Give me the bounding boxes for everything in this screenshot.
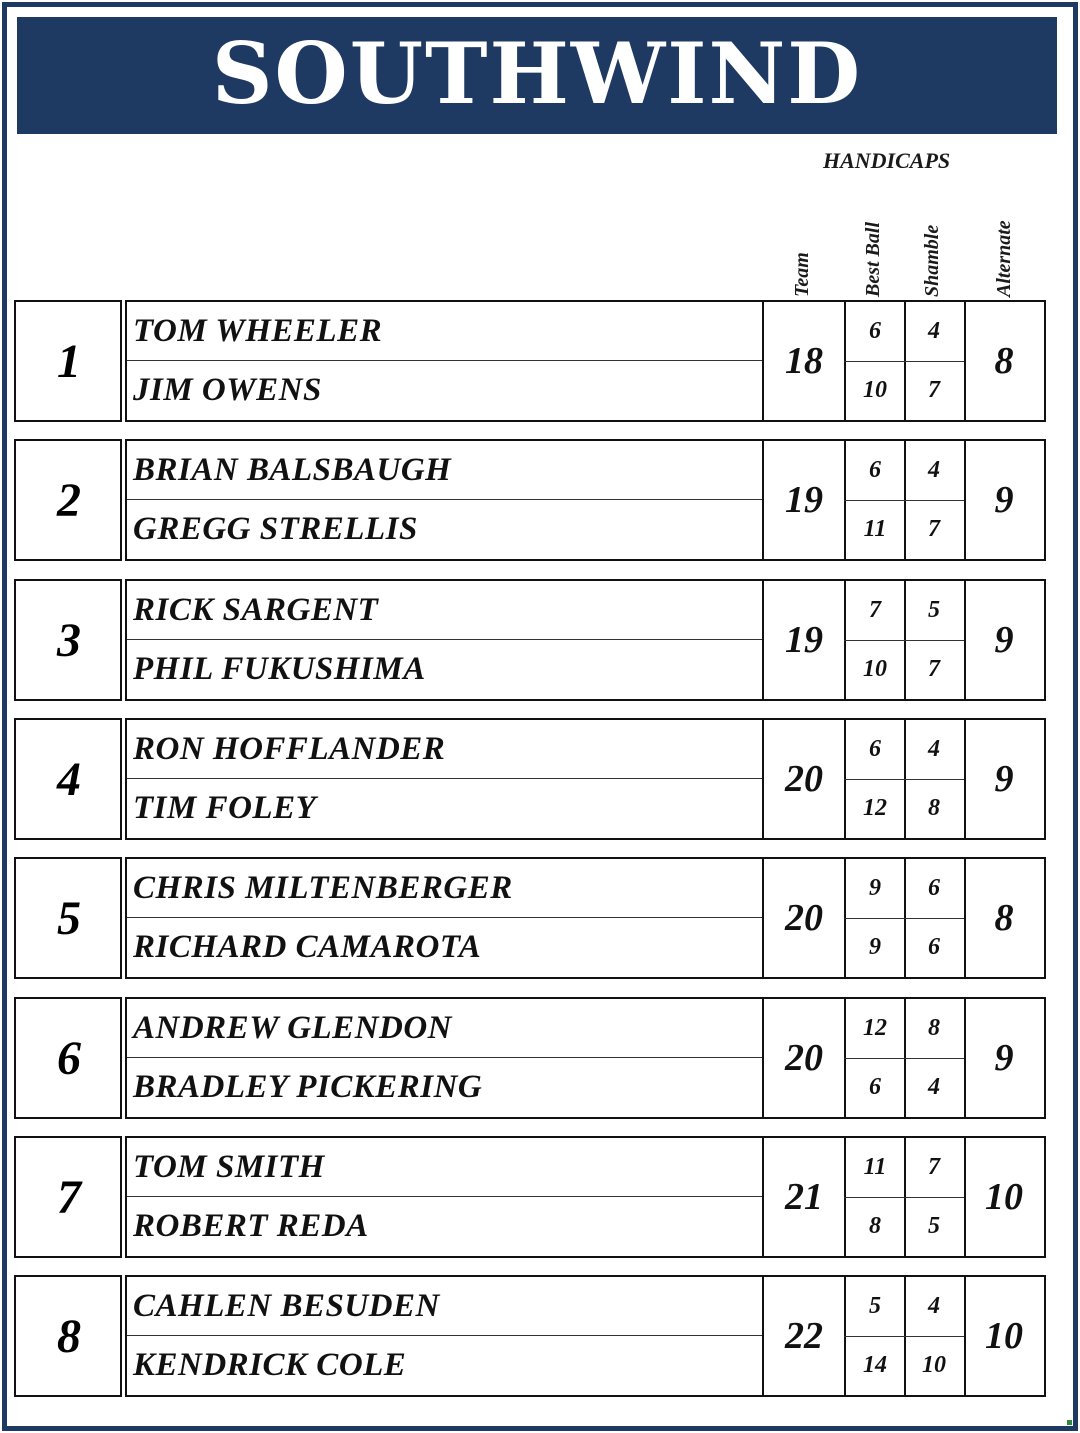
shamble-handicap: 8 — [928, 1015, 940, 1041]
alternate-handicap: 9 — [994, 479, 1014, 521]
best-ball-handicap: 7 — [869, 597, 881, 623]
shamble-handicap: 4 — [928, 736, 940, 762]
row-divider — [844, 918, 964, 919]
shamble-handicap: 4 — [928, 1293, 940, 1319]
team-grid — [125, 997, 1046, 1119]
team-number-box — [14, 718, 122, 840]
best-ball-handicap: 10 — [863, 377, 887, 403]
team-grid — [125, 1136, 1046, 1258]
corner-marker — [1067, 1420, 1072, 1425]
player-name: RICHARD CAMAROTA — [133, 929, 482, 965]
column-header-alternate-label: Alternate — [993, 220, 1015, 297]
shamble-handicap: 4 — [928, 1074, 940, 1100]
alternate-handicap: 9 — [994, 1037, 1014, 1079]
best-ball-handicap: 9 — [869, 934, 881, 960]
row-divider — [844, 361, 964, 362]
team-number: 7 — [57, 1170, 81, 1224]
shamble-handicap: 6 — [928, 875, 940, 901]
player-name: ROBERT REDA — [133, 1208, 369, 1244]
team-grid — [125, 718, 1046, 840]
team-handicap: 22 — [785, 1315, 823, 1357]
column-header-team-label: Team — [791, 252, 813, 297]
player-name: BRADLEY PICKERING — [133, 1069, 483, 1105]
team-number: 3 — [57, 613, 81, 667]
row-divider — [844, 500, 964, 501]
row-divider — [844, 1058, 964, 1059]
team-block — [14, 1136, 1046, 1258]
team-number: 8 — [57, 1309, 81, 1363]
team-number-box — [14, 300, 122, 422]
team-grid — [125, 300, 1046, 422]
best-ball-handicap: 6 — [869, 1074, 881, 1100]
player-name: KENDRICK COLE — [133, 1347, 407, 1383]
player-name: TOM WHEELER — [127, 302, 762, 361]
column-header-shamble-label: Shamble — [921, 224, 943, 297]
row-divider — [844, 640, 964, 641]
best-ball-handicap: 11 — [863, 516, 887, 542]
column-header-best-ball-label: Best Ball — [862, 221, 884, 297]
shamble-handicap: 4 — [928, 318, 940, 344]
team-block — [14, 997, 1046, 1119]
best-ball-handicap: 6 — [869, 736, 881, 762]
player-name: CHRIS MILTENBERGER — [127, 859, 762, 918]
player-name: ANDREW GLENDON — [127, 999, 762, 1058]
team-block — [14, 579, 1046, 701]
shamble-handicap: 7 — [928, 656, 940, 682]
best-ball-handicap: 6 — [869, 457, 881, 483]
row-divider — [844, 1197, 964, 1198]
shamble-handicap: 4 — [928, 457, 940, 483]
shamble-handicap: 7 — [928, 377, 940, 403]
team-handicap: 18 — [785, 340, 823, 382]
team-block — [14, 718, 1046, 840]
best-ball-handicap: 8 — [869, 1213, 881, 1239]
column-header-shamble — [902, 187, 962, 297]
alternate-handicap: 8 — [994, 897, 1014, 939]
best-ball-handicap: 14 — [863, 1352, 887, 1378]
handicaps-label: HANDICAPS — [823, 148, 951, 173]
title-banner — [17, 17, 1057, 134]
shamble-handicap: 5 — [928, 1213, 940, 1239]
shamble-handicap: 8 — [928, 795, 940, 821]
team-handicap: 20 — [785, 758, 823, 800]
page-title: SOUTHWIND — [211, 23, 863, 123]
team-handicap: 21 — [785, 1176, 823, 1218]
best-ball-handicap: 6 — [869, 318, 881, 344]
column-header-team — [772, 187, 832, 297]
team-number-box — [14, 1275, 122, 1397]
team-handicap: 20 — [785, 897, 823, 939]
shamble-handicap: 5 — [928, 597, 940, 623]
team-number-box — [14, 997, 122, 1119]
shamble-handicap: 10 — [922, 1352, 946, 1378]
player-name: TIM FOLEY — [133, 790, 317, 826]
player-name: JIM OWENS — [133, 372, 322, 408]
alternate-handicap: 10 — [985, 1176, 1023, 1218]
player-name: RON HOFFLANDER — [127, 720, 762, 779]
shamble-handicap: 7 — [928, 516, 940, 542]
shamble-handicap: 7 — [928, 1154, 940, 1180]
team-number: 6 — [57, 1031, 81, 1085]
column-header-alternate — [974, 187, 1034, 297]
team-grid — [125, 1275, 1046, 1397]
team-number: 2 — [57, 473, 81, 527]
team-grid — [125, 439, 1046, 561]
alternate-handicap: 9 — [994, 619, 1014, 661]
team-number: 5 — [57, 891, 81, 945]
team-grid — [125, 579, 1046, 701]
team-block — [14, 857, 1046, 979]
team-number-box — [14, 1136, 122, 1258]
team-handicap: 19 — [785, 619, 823, 661]
best-ball-handicap: 12 — [863, 795, 887, 821]
player-name: CAHLEN BESUDEN — [127, 1277, 762, 1336]
team-number-box — [14, 579, 122, 701]
alternate-handicap: 9 — [994, 758, 1014, 800]
player-name: TOM SMITH — [127, 1138, 762, 1197]
team-block — [14, 1275, 1046, 1397]
player-name: RICK SARGENT — [127, 581, 762, 640]
player-name: GREGG STRELLIS — [133, 511, 418, 547]
best-ball-handicap: 5 — [869, 1293, 881, 1319]
row-divider — [844, 1336, 964, 1337]
team-grid — [125, 857, 1046, 979]
team-number: 4 — [57, 752, 81, 806]
row-divider — [844, 779, 964, 780]
column-header-best-ball — [843, 187, 903, 297]
team-handicap: 20 — [785, 1037, 823, 1079]
best-ball-handicap: 9 — [869, 875, 881, 901]
team-handicap: 19 — [785, 479, 823, 521]
player-name: BRIAN BALSBAUGH — [127, 441, 762, 500]
best-ball-handicap: 12 — [863, 1015, 887, 1041]
best-ball-handicap: 11 — [863, 1154, 887, 1180]
team-number: 1 — [57, 334, 81, 388]
team-block — [14, 439, 1046, 561]
team-block — [14, 300, 1046, 422]
best-ball-handicap: 10 — [863, 656, 887, 682]
player-name: PHIL FUKUSHIMA — [133, 651, 426, 687]
alternate-handicap: 10 — [985, 1315, 1023, 1357]
shamble-handicap: 6 — [928, 934, 940, 960]
team-number-box — [14, 439, 122, 561]
team-number-box — [14, 857, 122, 979]
alternate-handicap: 8 — [994, 340, 1014, 382]
